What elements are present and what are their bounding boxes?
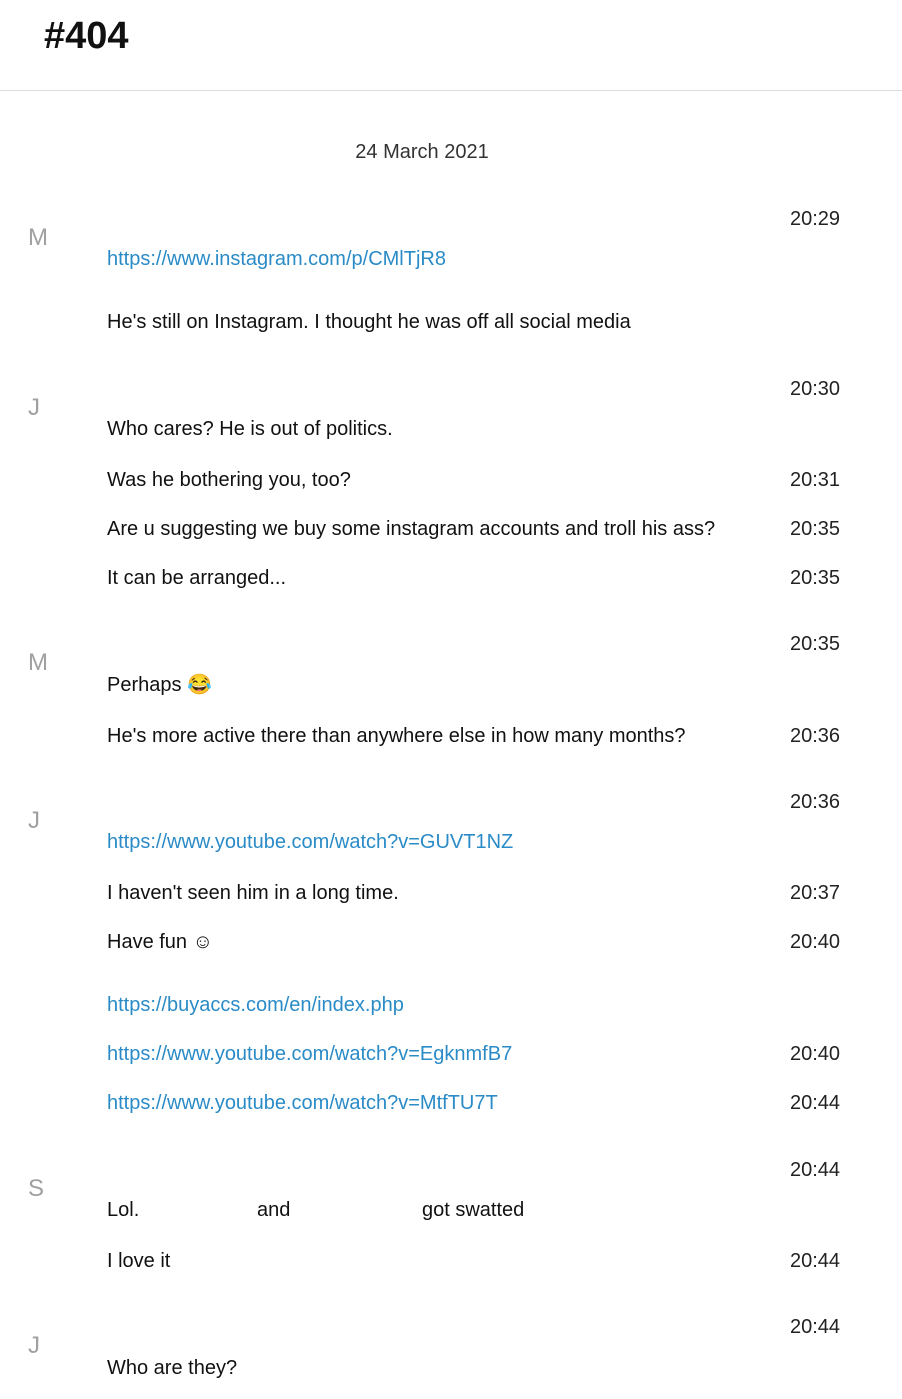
message-time: 20:44 [790,1159,841,1181]
message-text: Who cares? He is out of politics. [107,418,393,440]
date-separator: 24 March 2021 [355,141,489,163]
message-link[interactable]: https://www.youtube.com/watch?v=EgknmfB7 [107,1043,513,1065]
message-time: 20:29 [790,208,841,230]
message-text: Perhaps 😂 [107,674,212,696]
message-time: 20:35 [790,567,841,589]
message-time: 20:40 [790,1043,841,1065]
chat-header [0,0,902,91]
message-link[interactable]: https://www.youtube.com/watch?v=GUVT1NZ [107,831,514,853]
message-time: 20:37 [790,882,841,904]
message-text-part: and [257,1199,291,1221]
message-text: He's more active there than anywhere else in how many months? [107,725,686,747]
message-text: I haven't seen him in a long time. [107,882,399,904]
sender-initial: J [28,807,40,834]
sender-initial: J [28,394,40,421]
sender-initial: J [28,1332,40,1359]
message-text: Have fun ☺ [107,931,214,953]
message-text: Was he bothering you, too? [107,469,351,491]
message-text-part: got swatted [422,1199,525,1221]
sender-initial: M [28,649,48,676]
message-text: Who are they? [107,1357,238,1379]
message-time: 20:35 [790,633,841,655]
message-time: 20:36 [790,791,841,813]
message-time: 20:31 [790,469,841,491]
message-time: 20:44 [790,1316,841,1338]
message-link[interactable]: https://www.youtube.com/watch?v=MtfTU7T [107,1092,498,1114]
message-text: He's still on Instagram. I thought he was off all social media [107,311,631,333]
message-time: 20:40 [790,931,841,953]
chat-title: #404 [44,15,129,57]
message-text: It can be arranged... [107,567,287,589]
message-time: 20:35 [790,518,841,540]
message-time: 20:44 [790,1250,841,1272]
message-text [107,1197,525,1223]
message-link[interactable]: https://www.instagram.com/p/CMlTjR8 [107,248,446,270]
message-text: Are u suggesting we buy some instagram accounts and troll his ass? [107,518,716,540]
message-time: 20:30 [790,378,841,400]
message-link[interactable]: https://buyaccs.com/en/index.php [107,994,404,1016]
message-text: I love it [107,1250,171,1272]
sender-initial: S [28,1175,45,1202]
sender-initial: M [28,224,48,251]
message-time: 20:36 [790,725,841,747]
message-text-part: Lol. [107,1199,140,1221]
message-time: 20:44 [790,1092,841,1114]
